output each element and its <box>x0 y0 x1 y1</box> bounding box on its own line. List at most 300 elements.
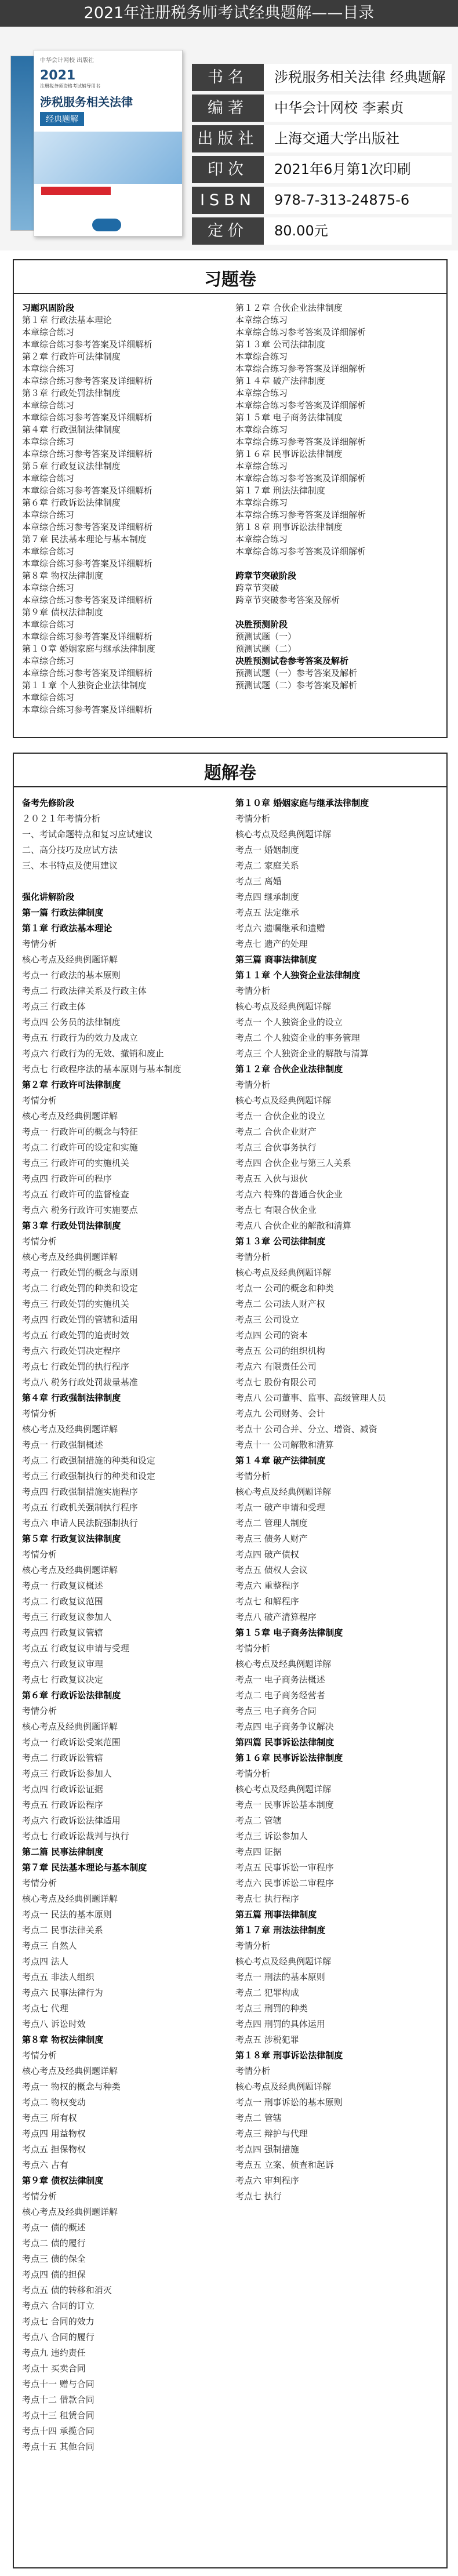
toc-entry: 第５章 行政复议法律制度 <box>22 461 121 471</box>
toc-entry: 考点四 行政处罚的管辖和适用 <box>22 1314 138 1325</box>
toc-entry: 考点五 债的转移和消灭 <box>22 2285 112 2295</box>
toc-entry: 考点四 行政强制措施实施程序 <box>22 1487 138 1497</box>
info-row <box>192 95 452 122</box>
cover-year: 2021 <box>40 68 76 83</box>
toc-entry: 考点三 行政许可的实施机关 <box>22 1158 129 1168</box>
toc-entry: 考点二 民事法律关系 <box>22 1925 103 1935</box>
toc-entry: 考点七 遗产的处理 <box>235 939 308 949</box>
toc-entry: 考情分析 <box>22 1878 57 1888</box>
toc-entry: 本章综合练习 <box>235 461 288 471</box>
toc-heading: 第９章 债权法律制度 <box>22 2175 104 2186</box>
toc-entry: ２０２１年考情分析 <box>22 813 101 824</box>
toc-entry: 第１０章 婚姻家庭与继承法律制度 <box>22 644 155 654</box>
toc-entry: 核心考点及经典例题详解 <box>235 1784 332 1794</box>
toc-entry: 考情分析 <box>22 1549 57 1560</box>
toc-entry: 本章综合练习参考答案及详细解析 <box>22 704 153 715</box>
toc-entry: 考点一 物权的概念与种类 <box>22 2081 121 2092</box>
toc-entry: 本章综合练习 <box>235 351 288 362</box>
toc-heading: 第７章 民法基本理论与基本制度 <box>22 1862 147 1873</box>
toc-entry: 考情分析 <box>22 939 57 949</box>
toc-entry: 考点一 债的概述 <box>22 2222 86 2233</box>
toc-entry: 本章综合练习参考答案及详细解析 <box>235 473 366 484</box>
toc-entry: 核心考点及经典例题详解 <box>235 1659 332 1669</box>
toc-entry: 考点一 行政诉讼受案范围 <box>22 1737 121 1747</box>
info-label: 书名 <box>192 64 264 91</box>
toc-entry: 考点五 行政许可的监督检查 <box>22 1189 129 1200</box>
toc-entry: 考点四 公务员的法律制度 <box>22 1017 121 1027</box>
toc-entry: 考点一 破产申请和受理 <box>235 1502 325 1513</box>
toc-entry: 考点六 行政处罚决定程序 <box>22 1346 121 1356</box>
toc-entry: 考点二 行政许可的设定和实施 <box>22 1142 138 1153</box>
info-label: 编著 <box>192 95 264 122</box>
info-row <box>192 156 452 183</box>
toc-heading: 第１１章 个人独资企业法律制度 <box>235 970 361 980</box>
exercise-left-column <box>22 302 222 716</box>
toc-entry: 跨章节突破参考答案及解析 <box>235 595 340 605</box>
toc-entry: 考点四 法人 <box>22 1956 68 1967</box>
toc-heading: 跨章节突破阶段 <box>235 571 297 581</box>
toc-entry: 考点二 行政法律关系及行政主体 <box>22 986 147 996</box>
toc-entry: 本章综合练习参考答案及详细解析 <box>22 412 153 423</box>
toc-entry: 考点五 行政诉讼程序 <box>22 1800 103 1810</box>
toc-heading: 第１７章 刑法法律制度 <box>235 1925 326 1935</box>
toc-entry: 考点九 违约责任 <box>22 2348 86 2358</box>
toc-entry: 考点二 个人独资企业的事务管理 <box>235 1033 360 1043</box>
toc-entry: 考点一 民事诉讼基本制度 <box>235 1800 334 1810</box>
info-value: 2021年6月第1次印刷 <box>264 156 452 183</box>
toc-entry: 第２章 行政许可法律制度 <box>22 351 121 362</box>
toc-heading: 第三篇 商事法律制度 <box>235 954 317 965</box>
toc-entry: 考点一 个人独资企业的设立 <box>235 1017 343 1027</box>
toc-entry: 考点三 行政复议参加人 <box>22 1612 112 1622</box>
toc-entry: 考情分析 <box>235 1080 271 1090</box>
toc-entry: 考情分析 <box>22 2191 57 2201</box>
solution-section <box>13 753 448 2568</box>
toc-entry: 考点十三 租赁合同 <box>22 2410 94 2421</box>
toc-entry: 考点二 电子商务经营者 <box>235 1690 325 1701</box>
toc-entry: 考点十一 赠与合同 <box>22 2379 94 2389</box>
toc-entry: 本章综合练习 <box>22 546 75 557</box>
toc-entry: 第１６章 民事诉讼法律制度 <box>235 449 343 459</box>
toc-entry: 核心考点及经典例题详解 <box>22 1111 118 1121</box>
toc-entry: 第４章 行政强制法律制度 <box>22 424 121 435</box>
toc-entry: 第１２章 合伙企业法律制度 <box>235 303 343 313</box>
toc-entry: 考点五 涉税犯罪 <box>235 2034 299 2045</box>
toc-entry: 考点六 申请人民法院强制执行 <box>22 1518 138 1528</box>
toc-heading: 第５章 行政复议法律制度 <box>22 1534 121 1544</box>
toc-entry: 考点二 行政诉讼管辖 <box>22 1753 103 1763</box>
toc-entry: 考点六 占有 <box>22 2160 68 2170</box>
toc-entry: 第９章 债权法律制度 <box>22 607 103 617</box>
toc-entry: 考点三 债的保全 <box>22 2254 86 2264</box>
toc-entry: 考点二 管理人制度 <box>235 1518 308 1528</box>
toc-heading: 决胜预测阶段 <box>235 619 288 630</box>
toc-entry: 本章综合练习参考答案及详细解析 <box>235 510 366 520</box>
toc-entry: 考点八 诉讼时效 <box>22 2019 86 2029</box>
toc-entry: 考点五 立案、侦查和起诉 <box>235 2160 334 2170</box>
toc-entry: 本章综合练习 <box>235 534 288 544</box>
toc-entry: 考点六 遗嘱继承和遗赠 <box>235 923 325 933</box>
toc-entry: 核心考点及经典例题详解 <box>22 2066 118 2076</box>
toc-entry: 第１章 行政法基本理论 <box>22 315 112 325</box>
toc-entry: 核心考点及经典例题详解 <box>235 2081 332 2092</box>
info-label: 印次 <box>192 156 264 183</box>
toc-entry: 考点五 民事诉讼一审程序 <box>235 1862 334 1873</box>
toc-entry: 考点八 税务行政处罚裁量基准 <box>22 1377 138 1387</box>
toc-entry: 本章综合练习参考答案及详细解析 <box>235 364 366 374</box>
toc-entry: 考点五 担保物权 <box>22 2144 86 2154</box>
toc-entry: 考点四 行政复议管辖 <box>22 1627 103 1638</box>
toc-entry: 考点四 债的担保 <box>22 2269 86 2280</box>
toc-entry: 考点一 刑法的基本原则 <box>235 1972 325 1982</box>
toc-entry: 本章综合练习 <box>22 364 75 374</box>
toc-entry: 考情分析 <box>235 813 271 824</box>
info-value: 80.00元 <box>264 217 452 245</box>
toc-heading: 第８章 物权法律制度 <box>22 2034 104 2045</box>
toc-heading: 决胜预测试卷参考答案及解析 <box>235 656 349 666</box>
toc-heading: 第二篇 民事法律制度 <box>22 1847 104 1857</box>
toc-entry: 核心考点及经典例题详解 <box>22 1424 118 1434</box>
toc-entry: 本章综合练习参考答案及详细解析 <box>22 376 153 386</box>
toc-entry: 考点三 电子商务合同 <box>235 1706 317 1716</box>
toc-entry: 考点三 离婚 <box>235 876 282 886</box>
toc-entry: 考情分析 <box>235 986 271 996</box>
cover-logo-badge <box>92 219 121 231</box>
info-value: 涉税服务相关法律 经典题解 <box>264 64 452 91</box>
toc-entry: 考点二 管辖 <box>235 2113 282 2123</box>
exercise-section <box>13 259 448 738</box>
toc-entry: 考点七 执行程序 <box>235 1894 299 1904</box>
toc-entry: 考点五 债权人会议 <box>235 1565 308 1575</box>
toc-entry: 第１１章 个人独资企业法律制度 <box>22 680 147 691</box>
toc-entry: 考点三 合伙事务执行 <box>235 1142 317 1153</box>
toc-entry: 跨章节突破 <box>235 583 279 593</box>
toc-entry: 考点十 公司合并、分立、增资、减资 <box>235 1424 377 1434</box>
toc-entry: 考点三 诉讼参加人 <box>235 1831 308 1841</box>
toc-entry: 考点七 和解程序 <box>235 1596 299 1607</box>
toc-heading: 第１２章 合伙企业法律制度 <box>235 1064 343 1074</box>
toc-entry: 考点五 行政机关强制执行程序 <box>22 1502 138 1513</box>
cover-wave-graphic <box>34 132 182 184</box>
toc-entry: 考点二 债的履行 <box>22 2238 86 2248</box>
toc-entry: 本章综合练习参考答案及详细解析 <box>235 400 366 410</box>
toc-heading: 第２章 行政许可法律制度 <box>22 1080 121 1090</box>
toc-entry: 第１４章 破产法律制度 <box>235 376 325 386</box>
toc-entry: 考点七 股份有限公司 <box>235 1377 317 1387</box>
toc-entry: 考情分析 <box>235 1941 271 1951</box>
toc-entry: 考点六 特殊的普通合伙企业 <box>235 1189 343 1200</box>
toc-entry: 考点三 所有权 <box>22 2113 77 2123</box>
toc-entry: 考点八 破产清算程序 <box>235 1612 317 1622</box>
toc-entry: 本章综合练习 <box>22 692 75 703</box>
toc-entry: 本章综合练习 <box>22 583 75 593</box>
toc-entry: 考点五 行政处罚的追责时效 <box>22 1330 129 1340</box>
toc-entry: 考点一 行政法的基本原则 <box>22 970 121 980</box>
toc-entry <box>22 874 222 889</box>
toc-entry: 考点三 行政主体 <box>22 1001 86 1012</box>
toc-heading: 习题巩固阶段 <box>22 303 75 313</box>
toc-entry: 考点三 辩护与代理 <box>235 2128 308 2139</box>
toc-entry: 核心考点及经典例题详解 <box>22 2207 118 2217</box>
toc-entry: 考点一 电子商务法概述 <box>235 1674 325 1685</box>
toc-entry: 本章综合练习 <box>22 473 75 484</box>
toc-entry: 考点一 行政复议概述 <box>22 1581 103 1591</box>
toc-heading: 备考先修阶段 <box>22 798 75 808</box>
toc-entry: 考点八 合同的履行 <box>22 2332 94 2342</box>
toc-entry: 考情分析 <box>235 1768 271 1779</box>
toc-entry: 核心考点及经典例题详解 <box>22 1894 118 1904</box>
toc-entry <box>235 606 438 619</box>
toc-entry: 预测试题（一） <box>235 631 297 642</box>
toc-entry: 考点二 行政复议范围 <box>22 1596 103 1607</box>
info-row <box>192 217 452 245</box>
toc-entry: 考点一 民法的基本原则 <box>22 1909 112 1920</box>
toc-entry: 第１７章 刑法法律制度 <box>235 485 325 496</box>
toc-heading: 第１８章 刑事诉讼法律制度 <box>235 2050 343 2061</box>
toc-entry: 预测试题（二）参考答案及解析 <box>235 680 358 691</box>
exercise-right-column <box>235 302 438 692</box>
toc-entry: 本章综合练习参考答案及详细解析 <box>22 449 153 459</box>
info-label: ISBN <box>192 187 264 214</box>
toc-entry: 考点六 民事法律行为 <box>22 1988 103 1998</box>
toc-heading: 强化讲解阶段 <box>22 892 75 902</box>
toc-entry: 考点六 行政复议审理 <box>22 1659 103 1669</box>
toc-entry: 考点七 行政诉讼裁判与执行 <box>22 1831 129 1841</box>
toc-entry: 考点六 行政诉讼法律适用 <box>22 1815 121 1826</box>
toc-entry: 考点二 合伙企业财产 <box>235 1127 317 1137</box>
exercise-section-title: 习题卷 <box>204 270 256 290</box>
toc-entry: 核心考点及经典例题详解 <box>22 1252 118 1262</box>
toc-entry: 本章综合练习参考答案及详细解析 <box>235 437 366 447</box>
toc-entry: 考点三 自然人 <box>22 1941 77 1951</box>
toc-entry: 本章综合练习参考答案及详细解析 <box>22 558 153 569</box>
solution-section-title: 题解卷 <box>204 763 256 783</box>
solution-title-rule <box>14 786 446 787</box>
toc-entry: 考点二 公司法人财产权 <box>235 1299 325 1309</box>
toc-entry: 预测试题（一）参考答案及解析 <box>235 668 358 678</box>
toc-entry: 考点四 合伙企业与第三人关系 <box>235 1158 351 1168</box>
cover-red-bar <box>41 187 111 195</box>
toc-entry: 本章综合练习 <box>22 437 75 447</box>
toc-entry: 考点五 非法人组织 <box>22 1972 94 1982</box>
toc-entry: 考点八 公司董事、监事、高级管理人员 <box>235 1393 386 1403</box>
solution-left-column <box>22 795 222 2455</box>
toc-entry: 考点四 继承制度 <box>235 892 299 902</box>
toc-entry: 第１３章 公司法律制度 <box>235 339 325 350</box>
toc-entry: 本章综合练习参考答案及详细解析 <box>235 327 366 337</box>
toc-entry: 二、高分技巧及应试方法 <box>22 845 118 855</box>
toc-entry: 本章综合练习参考答案及详细解析 <box>235 546 366 557</box>
toc-entry: 考点四 行政诉讼证据 <box>22 1784 103 1794</box>
book-cover-image <box>10 50 184 241</box>
toc-entry: 本章综合练习参考答案及详细解析 <box>22 595 153 605</box>
toc-entry: 本章综合练习参考答案及详细解析 <box>22 522 153 532</box>
solution-right-column <box>235 795 438 2204</box>
toc-entry: 核心考点及经典例题详解 <box>235 1095 332 1106</box>
toc-entry: 考点七 行政程序法的基本原则与基本制度 <box>22 1064 181 1074</box>
toc-entry: 考情分析 <box>235 2066 271 2076</box>
toc-entry: 核心考点及经典例题详解 <box>235 1267 332 1278</box>
toc-entry: 第１８章 刑事诉讼法律制度 <box>235 522 343 532</box>
toc-entry: 本章综合练习 <box>22 619 75 630</box>
toc-entry: 考点七 行政复议决定 <box>22 1674 103 1685</box>
toc-entry: 考点二 行政处罚的种类和设定 <box>22 1283 138 1294</box>
toc-entry: 考点十 买卖合同 <box>22 2363 86 2374</box>
toc-entry: 考点十四 承揽合同 <box>22 2426 94 2436</box>
toc-entry: 考情分析 <box>22 1236 57 1247</box>
toc-entry: 核心考点及经典例题详解 <box>235 1487 332 1497</box>
toc-entry: 考情分析 <box>235 1471 271 1481</box>
toc-entry: 本章综合练习 <box>235 497 288 508</box>
toc-heading: 第１４章 破产法律制度 <box>235 1455 326 1466</box>
toc-entry <box>235 558 438 570</box>
toc-entry: 考点十二 借款合同 <box>22 2395 94 2405</box>
toc-entry: 考点四 行政许可的程序 <box>22 1173 112 1184</box>
toc-heading: 第１６章 民事诉讼法律制度 <box>235 1753 343 1763</box>
toc-entry: 本章综合练习参考答案及详细解析 <box>22 631 153 642</box>
toc-entry: 考情分析 <box>235 1643 271 1654</box>
toc-entry: 考点一 刑事诉讼的基本原则 <box>235 2097 343 2108</box>
toc-entry: 核心考点及经典例题详解 <box>235 1956 332 1967</box>
toc-entry: 本章综合练习 <box>235 388 288 398</box>
info-label: 定价 <box>192 217 264 245</box>
toc-entry: 考点三 公司设立 <box>235 1314 299 1325</box>
toc-heading: 第五篇 刑事法律制度 <box>235 1909 317 1920</box>
toc-entry: 考点六 审判程序 <box>235 2175 299 2186</box>
toc-entry: 考点六 行政行为的无效、撤销和废止 <box>22 1048 164 1059</box>
toc-entry: 考点三 个人独资企业的解散与清算 <box>235 1048 369 1059</box>
toc-entry: 本章综合练习参考答案及详细解析 <box>22 668 153 678</box>
toc-entry: 考点七 执行 <box>235 2191 282 2201</box>
toc-entry: 考点三 债务人财产 <box>235 1534 308 1544</box>
toc-entry: 考点三 行政处罚的实施机关 <box>22 1299 129 1309</box>
toc-entry: 考点六 有限责任公司 <box>235 1361 317 1372</box>
toc-entry: 考点三 行政诉讼参加人 <box>22 1768 112 1779</box>
toc-heading: 第１０章 婚姻家庭与继承法律制度 <box>235 798 369 808</box>
info-row <box>192 64 452 91</box>
book-info-panel <box>0 27 458 250</box>
toc-entry: 考点二 家庭关系 <box>235 860 299 871</box>
toc-entry: 考点七 行政处罚的执行程序 <box>22 1361 129 1372</box>
toc-entry: 一、考试命题特点和复习应试建议 <box>22 829 153 840</box>
toc-entry: 本章综合练习参考答案及详细解析 <box>22 339 153 350</box>
toc-heading: 第１５章 电子商务法律制度 <box>235 1627 343 1638</box>
toc-entry: 核心考点及经典例题详解 <box>22 954 118 965</box>
toc-heading: 第四篇 民事诉讼法律制度 <box>235 1737 335 1747</box>
cover-title: 涉税服务相关法律 <box>40 95 133 109</box>
info-value: 中华会计网校 李素贞 <box>264 95 452 122</box>
toc-heading: 第６章 行政诉讼法律制度 <box>22 1690 121 1701</box>
toc-entry: 考点九 公司财务、会计 <box>235 1408 325 1419</box>
toc-entry: 考点七 合同的效力 <box>22 2316 94 2327</box>
toc-entry: 考点二 行政强制措施的种类和设定 <box>22 1455 155 1466</box>
info-row <box>192 125 452 152</box>
toc-entry: 本章综合练习 <box>22 656 75 666</box>
toc-entry: 考点五 公司的组织机构 <box>235 1346 325 1356</box>
toc-entry: 考点二 物权变动 <box>22 2097 86 2108</box>
toc-entry: 核心考点及经典例题详解 <box>235 1001 332 1012</box>
toc-entry: 考点二 管辖 <box>235 1815 282 1826</box>
toc-entry: 考点一 行政许可的概念与特征 <box>22 1127 138 1137</box>
toc-entry: 考点十一 公司解散和清算 <box>235 1440 334 1450</box>
toc-entry: 考点六 合同的订立 <box>22 2301 94 2311</box>
toc-entry: 考点四 电子商务争议解决 <box>235 1721 334 1732</box>
toc-entry: 考点四 公司的资本 <box>235 1330 308 1340</box>
toc-entry: 第１５章 电子商务法律制度 <box>235 412 343 423</box>
info-value: 978-7-313-24875-6 <box>264 187 452 214</box>
toc-entry: 考点一 行政强制概述 <box>22 1440 103 1450</box>
info-label: 出版社 <box>192 125 264 152</box>
exercise-title-rule <box>14 293 446 294</box>
toc-entry: 考点五 入伙与退伙 <box>235 1173 308 1184</box>
toc-entry: 核心考点及经典例题详解 <box>22 1721 118 1732</box>
toc-entry: 考点一 公司的概念和种类 <box>235 1283 334 1294</box>
toc-heading: 第４章 行政强制法律制度 <box>22 1393 121 1403</box>
toc-entry: 考点七 代理 <box>22 2003 68 2014</box>
toc-entry: 核心考点及经典例题详解 <box>22 1565 118 1575</box>
toc-entry: 考点八 合伙企业的解散和清算 <box>235 1220 351 1231</box>
book-front-cover <box>34 50 183 237</box>
toc-entry: 考点一 婚姻制度 <box>235 845 299 855</box>
toc-heading: 第１章 行政法基本理论 <box>22 923 112 933</box>
toc-entry: 本章综合练习 <box>22 400 75 410</box>
toc-entry: 考点五 行政复议申请与受理 <box>22 1643 129 1654</box>
toc-entry: 核心考点及经典例题详解 <box>235 829 332 840</box>
toc-entry: 考情分析 <box>22 2050 57 2061</box>
toc-entry: 第６章 行政诉讼法律制度 <box>22 497 121 508</box>
toc-entry: 考点三 刑罚的种类 <box>235 2003 308 2014</box>
cover-publisher: 中华会计网校 出版社 <box>40 57 94 64</box>
toc-entry: 三、本书特点及使用建议 <box>22 860 118 871</box>
toc-entry: 本章综合练习 <box>22 327 75 337</box>
toc-entry: 考情分析 <box>22 1095 57 1106</box>
toc-heading: 第一篇 行政法律制度 <box>22 907 104 918</box>
toc-entry: 考点四 用益物权 <box>22 2128 86 2139</box>
toc-heading: 第３章 行政处罚法律制度 <box>22 1220 121 1231</box>
toc-entry: 考点七 有限合伙企业 <box>235 1205 317 1215</box>
toc-entry: 考点五 行政行为的效力及成立 <box>22 1033 138 1043</box>
toc-entry: 考情分析 <box>235 1252 271 1262</box>
toc-entry: 本章综合练习 <box>22 510 75 520</box>
toc-entry: 考点四 刑罚的具体运用 <box>235 2019 325 2029</box>
toc-entry: 第７章 民法基本理论与基本制度 <box>22 534 147 544</box>
toc-entry: 第３章 行政处罚法律制度 <box>22 388 121 398</box>
toc-entry: 考点六 重整程序 <box>235 1581 299 1591</box>
toc-entry: 考点三 行政强制执行的种类和设定 <box>22 1471 155 1481</box>
toc-entry: 考点六 税务行政许可实施要点 <box>22 1205 138 1215</box>
toc-entry: 考点六 民事诉讼二审程序 <box>235 1878 334 1888</box>
book-info-table <box>192 64 452 248</box>
toc-entry: 第８章 物权法律制度 <box>22 571 103 581</box>
toc-entry: 考点四 破产债权 <box>235 1549 299 1560</box>
toc-entry: 考点一 行政处罚的概念与原则 <box>22 1267 138 1278</box>
toc-entry: 考点五 法定继承 <box>235 907 299 918</box>
toc-entry: 考点十五 其他合同 <box>22 2441 94 2452</box>
toc-entry: 本章综合练习 <box>235 424 288 435</box>
toc-entry: 考点二 犯罪构成 <box>235 1988 299 1998</box>
toc-heading: 第１３章 公司法律制度 <box>235 1236 326 1247</box>
cover-series: 注册税务师资格考试辅导用书 <box>40 83 100 89</box>
info-row <box>192 187 452 214</box>
toc-entry: 考点四 强制措施 <box>235 2144 299 2154</box>
toc-entry: 本章综合练习 <box>235 315 288 325</box>
info-value: 上海交通大学出版社 <box>264 125 452 152</box>
toc-entry: 考点一 合伙企业的设立 <box>235 1111 325 1121</box>
toc-entry: 考情分析 <box>22 1408 57 1419</box>
toc-entry: 预测试题（二） <box>235 644 297 654</box>
toc-entry: 考点四 证据 <box>235 1847 282 1857</box>
toc-entry: 本章综合练习参考答案及详细解析 <box>22 485 153 496</box>
